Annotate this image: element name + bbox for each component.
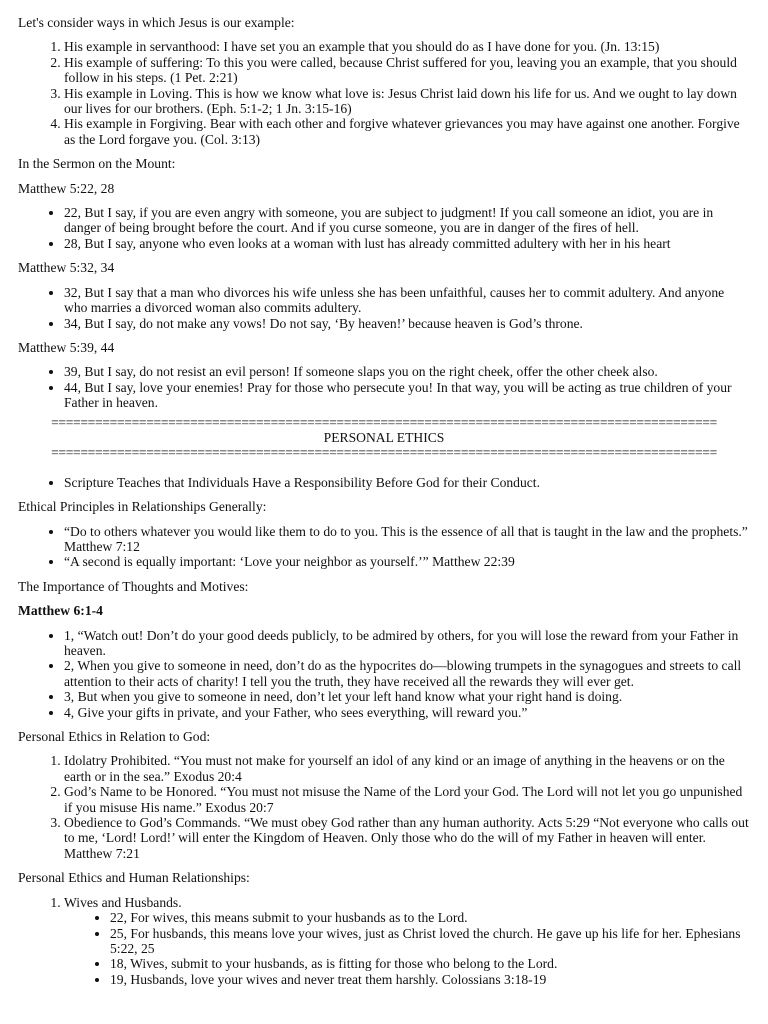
scripture-reference: Matthew 6:1-4 [18, 603, 103, 619]
scripture-reference: Matthew 5:39, 44 [18, 339, 115, 355]
bullet-list [18, 475, 750, 490]
section-heading: Personal Ethics in Relation to God: [18, 729, 211, 745]
section-heading: The Importance of Thoughts and Motives: [18, 578, 249, 594]
list-item-label: Wives and Husbands. [64, 894, 182, 910]
nested-bullet-list [64, 910, 750, 987]
list-item: 2. His example of suffering: To this you were called, because Christ suffered for you, leaving you an example, that you should follow in his steps. (1 Pet. 2:21) [64, 55, 750, 86]
numbered-list [18, 895, 750, 987]
bullet-list [18, 364, 750, 410]
list-item: 1. Idolatry Prohibited. “You must not make for yourself an idol of any kind or an image of anything in the heavens or on the earth or in the sea.” Exodus 20:4 [64, 753, 750, 784]
list-item: • 22, For wives, this means submit to your husbands as to the Lord. [110, 910, 750, 925]
list-item: • “Do to others whatever you would like them to do to you. This is the essence of all that is taught in the law and the prophets.” Matthew 7:12 [64, 524, 750, 555]
list-item: • 1, “Watch out! Don’t do your good deeds publicly, to be admired by others, for you will lose the reward from your Father in heaven. [64, 628, 750, 659]
list-item: • 4, Give your gifts in private, and your Father, who sees everything, will reward you.” [64, 705, 750, 720]
bullet-list [18, 285, 750, 331]
section-title: PERSONAL ETHICS [323, 429, 445, 445]
section-heading: Personal Ethics and Human Relationships: [18, 870, 250, 886]
list-item: • 19, Husbands, love your wives and never treat them harshly. Colossians 3:18-19 [110, 972, 750, 987]
scripture-reference: Matthew 5:32, 34 [18, 260, 115, 276]
divider-bottom: =========================================================================================== [51, 445, 717, 461]
list-item: • 22, But I say, if you are even angry with someone, you are subject to judgment! If you call someone an idiot, you are in danger of being brought before the court. And if you curse someone, you are in danger of the fires of hell. [64, 205, 750, 236]
list-item: • 34, But I say, do not make any vows! Do not say, ‘By heaven!’ because heaven is God’s throne. [64, 316, 750, 331]
list-item: • 44, But I say, love your enemies! Pray for those who persecute you! In that way, you will be acting as true children of your Father in heaven. [64, 380, 750, 411]
list-item: • 25, For husbands, this means love your wives, just as Christ loved the church. He gave up his life for her. Ephesians 5:22, 25 [110, 926, 750, 957]
list-item [64, 895, 750, 987]
intro-text: Let's consider ways in which Jesus is our example: [18, 15, 295, 30]
list-item: 3. His example in Loving. This is how we know what love is: Jesus Christ laid down his life for us. And we ought to lay down our lives for our brothers. (Eph. 5:1-2; 1 Jn. 3:15-16) [64, 86, 750, 117]
list-item: • 2, When you give to someone in need, don’t do as the hypocrites do—blowing trumpets in the synagogues and streets to call attention to their acts of charity! I tell you the truth, they have received all the rewards they will ever get. [64, 658, 750, 689]
list-item: 4. His example in Forgiving. Bear with each other and forgive whatever grievances you may have against one another. Forgive as the Lord forgave you. (Col. 3:13) [64, 116, 750, 147]
bullet-list [18, 205, 750, 251]
bullet-list [18, 628, 750, 720]
scripture-reference: Matthew 5:22, 28 [18, 180, 115, 196]
divider-top: =========================================================================================== [51, 414, 717, 430]
numbered-list [18, 753, 750, 861]
list-item: • 3, But when you give to someone in need, don’t let your left hand know what your right hand is doing. [64, 689, 750, 704]
section-heading: Ethical Principles in Relationships Generally: [18, 499, 267, 515]
sermon-intro: In the Sermon on the Mount: [18, 156, 176, 172]
section-divider [18, 415, 750, 461]
bullet-list [18, 524, 750, 570]
list-item: 3. Obedience to God’s Commands. “We must obey God rather than any human authority. Acts 5:29 “Not everyone who calls out to me, ‘Lord! Lord!’ will enter the Kingdom of Heaven. Only those who do the will of my Father in heaven will enter. Matthew 7:21 [64, 815, 750, 861]
list-item: • “A second is equally important: ‘Love your neighbor as yourself.’” Matthew 22:39 [64, 554, 750, 569]
examples-list [18, 39, 750, 147]
list-item: 1. His example in servanthood: I have set you an example that you should do as I have done for you. (Jn. 13:15) [64, 39, 750, 54]
list-item: • 32, But I say that a man who divorces his wife unless she has been unfaithful, causes her to commit adultery. And anyone who marries a divorced woman also commits adultery. [64, 285, 750, 316]
list-item: • 18, Wives, submit to your husbands, as is fitting for those who belong to the Lord. [110, 956, 750, 971]
list-item: • 28, But I say, anyone who even looks at a woman with lust has already committed adultery with her in his heart [64, 236, 750, 251]
list-item: • 39, But I say, do not resist an evil person! If someone slaps you on the right cheek, offer the other cheek also. [64, 364, 750, 379]
list-item: 2. God’s Name to be Honored. “You must not misuse the Name of the Lord your God. The Lord will not let you go unpunished if you misuse His name.” Exodus 20:7 [64, 784, 750, 815]
list-item: • Scripture Teaches that Individuals Have a Responsibility Before God for their Conduct. [64, 475, 750, 490]
